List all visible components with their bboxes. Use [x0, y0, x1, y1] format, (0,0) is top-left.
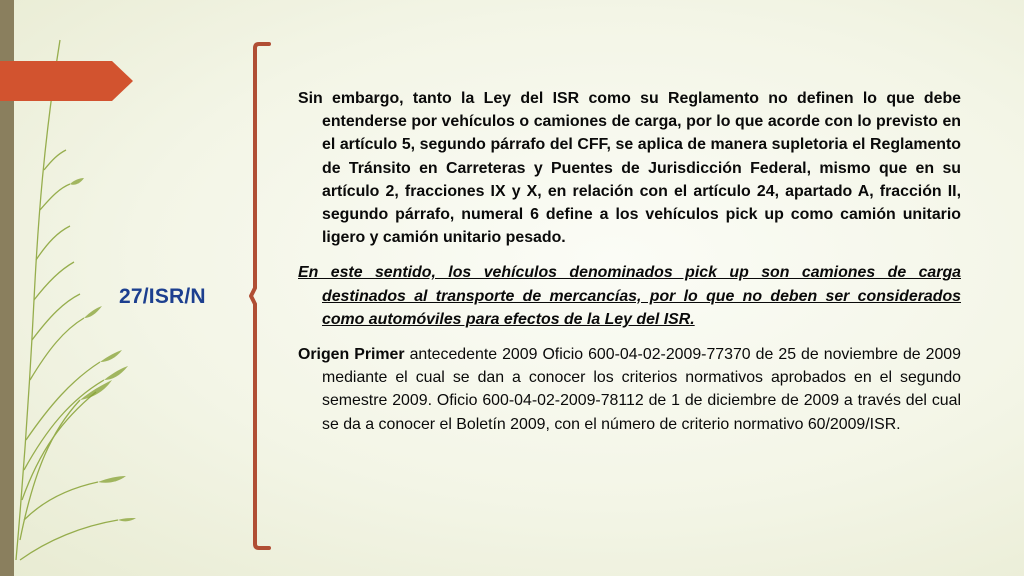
paragraph-conclusion: En este sentido, los vehículos denominados pick up son camiones de carga destinados al transporte de mercancías, por lo que no deben ser considerados como automóviles para efectos de la Ley del ISR.: [298, 264, 961, 328]
arrow-tab-shape: [0, 61, 133, 101]
criterion-body: [298, 87, 961, 448]
criterion-code-label: 27/ISR/N: [119, 285, 206, 308]
paragraph-origin: [298, 343, 961, 436]
origin-body: antecedente 2009 Oficio 600-04-02-2009-77370 de 25 de noviembre de 2009 mediante el cual se dan a conocer los criterios normativos aprobados en el segundo semestre 2009. Oficio 600-04-02-2009-78112 de 1 de diciembre de 2009 a través del cual se da a conocer el Boletín 2009, con el número de criterio normativo 60/2009/ISR.: [322, 346, 961, 433]
paragraph-definition: Sin embargo, tanto la Ley del ISR como su Reglamento no definen lo que debe entenderse por vehículos o camiones de carga, por lo que acorde con lo previsto en el artículo 5, segundo párrafo del CFF, se aplica de manera supletoria el Reglamento de Tránsito en Carreteras y Puentes de Jurisdicción Federal, mismo que en su artículo 2, fracciones IX y X, en relación con el artículo 24, apartado A, fracción II, segundo párrafo, numeral 6 define a los vehículos pick up como camión unitario ligero y camión unitario pesado.: [298, 90, 961, 247]
origin-lead: Origen Primer: [298, 346, 405, 364]
left-bracket: [247, 40, 271, 552]
